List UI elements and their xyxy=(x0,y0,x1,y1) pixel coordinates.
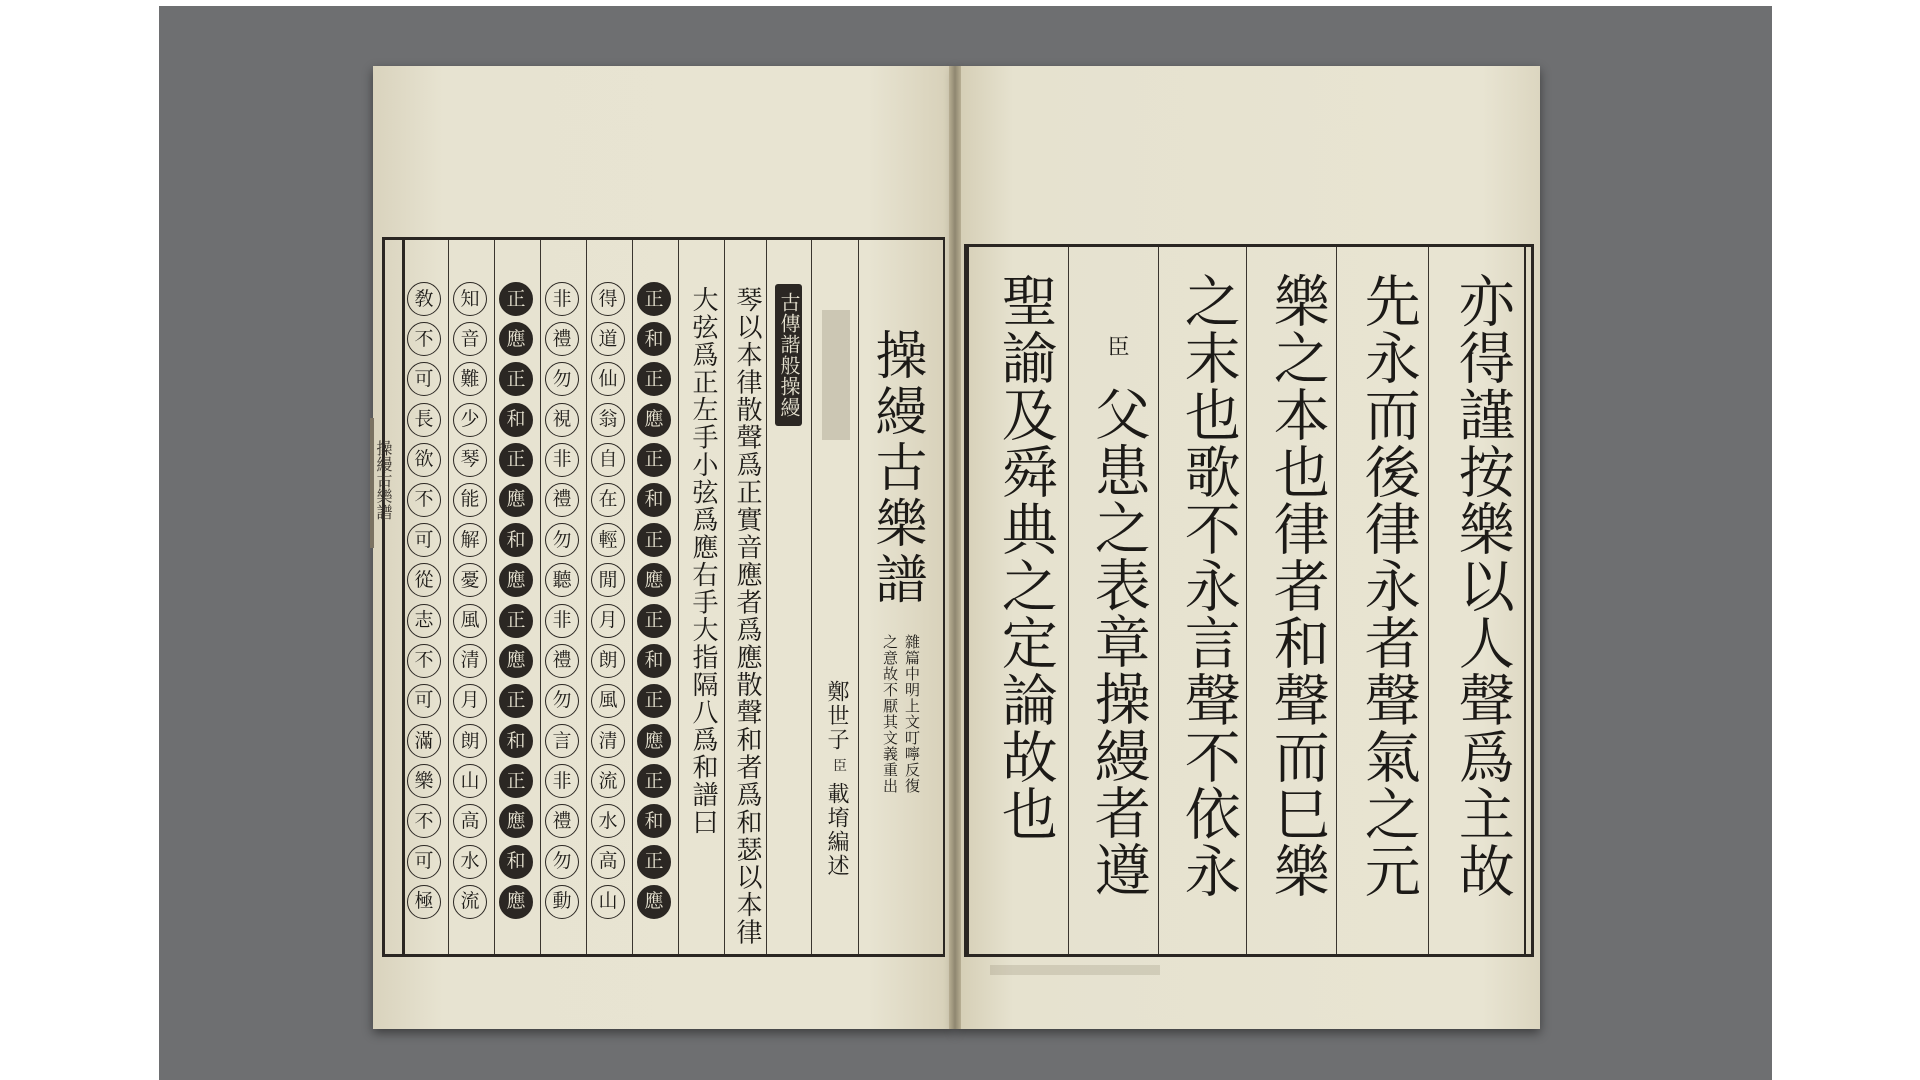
circled-character: 可 xyxy=(407,362,441,396)
circled-character: 朗 xyxy=(453,724,487,758)
minister-mark: 臣 xyxy=(1104,335,1129,357)
circled-character: 非 xyxy=(545,604,579,638)
circled-character: 聽 xyxy=(545,563,579,597)
circled-character: 可 xyxy=(407,845,441,879)
circled-character: 清 xyxy=(591,724,625,758)
circled-character: 不 xyxy=(407,804,441,838)
circled-character: 正 xyxy=(637,604,671,638)
circled-character: 風 xyxy=(453,604,487,638)
author-name: 鄭世子 xyxy=(824,680,849,752)
circled-character: 正 xyxy=(637,443,671,477)
circled-character: 可 xyxy=(407,684,441,718)
circled-character: 琴 xyxy=(453,443,487,477)
circled-character: 正 xyxy=(499,443,533,477)
circled-character: 山 xyxy=(591,885,625,919)
text-column-3: 樂之本也律者和聲而巳樂 xyxy=(1264,272,1330,899)
column-rule xyxy=(858,240,859,954)
circled-character: 樂 xyxy=(407,764,441,798)
circled-character: 得 xyxy=(591,282,625,316)
circled-character: 在 xyxy=(591,483,625,517)
column-rule xyxy=(1158,247,1159,954)
circled-character: 水 xyxy=(591,804,625,838)
circled-character: 和 xyxy=(499,403,533,437)
circled-character: 閒 xyxy=(591,563,625,597)
text-column-6: 聖諭及舜典之定論故也 xyxy=(992,272,1058,842)
circled-character: 解 xyxy=(453,523,487,557)
circled-character: 清 xyxy=(453,644,487,678)
circled-character: 正 xyxy=(499,764,533,798)
circled-character: 應 xyxy=(499,644,533,678)
circled-character: 難 xyxy=(453,362,487,396)
column-rule xyxy=(724,240,725,954)
circled-character: 視 xyxy=(545,403,579,437)
column-rule xyxy=(1336,247,1337,954)
circled-character: 道 xyxy=(591,322,625,356)
circled-character: 禮 xyxy=(545,483,579,517)
circled-character: 山 xyxy=(453,764,487,798)
circled-character: 正 xyxy=(637,362,671,396)
column-rule xyxy=(448,240,449,954)
circled-character: 應 xyxy=(637,885,671,919)
small-note-2: 之意故不厭其文義重出 xyxy=(881,634,899,794)
circled-character: 正 xyxy=(637,523,671,557)
circled-character: 非 xyxy=(545,764,579,798)
column-rule xyxy=(1246,247,1247,954)
circled-character: 動 xyxy=(545,885,579,919)
circled-character: 月 xyxy=(591,604,625,638)
circled-character: 應 xyxy=(499,885,533,919)
circled-character: 和 xyxy=(637,322,671,356)
column-rule xyxy=(1428,247,1429,954)
column-rule xyxy=(1068,247,1069,954)
seal-stamp xyxy=(822,310,850,440)
circled-character: 憂 xyxy=(453,563,487,597)
circle-column-5 xyxy=(453,282,487,925)
circled-character: 不 xyxy=(407,322,441,356)
circled-character: 正 xyxy=(637,764,671,798)
left-margin-rule xyxy=(402,240,405,954)
author-rest: 載堉編述 xyxy=(824,782,849,878)
circle-column-4 xyxy=(499,282,533,925)
faint-marks xyxy=(990,965,1160,975)
circled-character: 長 xyxy=(407,403,441,437)
circled-character: 翁 xyxy=(591,403,625,437)
circled-character: 滿 xyxy=(407,724,441,758)
author-subject-mark: 臣 xyxy=(831,758,847,772)
circled-character: 和 xyxy=(499,724,533,758)
circled-character: 應 xyxy=(499,804,533,838)
circled-character: 自 xyxy=(591,443,625,477)
circled-character: 月 xyxy=(453,684,487,718)
column-rule xyxy=(586,240,587,954)
circled-character: 正 xyxy=(499,684,533,718)
circled-character: 勿 xyxy=(545,684,579,718)
circled-character: 不 xyxy=(407,644,441,678)
circled-character: 正 xyxy=(499,362,533,396)
circled-character: 能 xyxy=(453,483,487,517)
circled-character: 應 xyxy=(637,403,671,437)
circled-character: 和 xyxy=(499,845,533,879)
circle-column-2 xyxy=(591,282,625,925)
circled-character: 正 xyxy=(499,282,533,316)
text-column-1: 亦得謹按樂以人聲爲主故 xyxy=(1449,272,1515,899)
circled-character: 從 xyxy=(407,563,441,597)
circled-character: 非 xyxy=(545,282,579,316)
circled-character: 可 xyxy=(407,523,441,557)
circled-character: 禮 xyxy=(545,644,579,678)
circled-character: 勿 xyxy=(545,845,579,879)
circled-character: 仙 xyxy=(591,362,625,396)
circled-character: 應 xyxy=(637,724,671,758)
text-column-2: 先永而後律永者聲氣之元 xyxy=(1355,272,1421,899)
circled-character: 和 xyxy=(637,804,671,838)
circled-character: 極 xyxy=(407,885,441,919)
circled-character: 正 xyxy=(637,282,671,316)
circled-character: 禮 xyxy=(545,322,579,356)
circled-character: 風 xyxy=(591,684,625,718)
column-rule xyxy=(494,240,495,954)
column-rule xyxy=(811,240,812,954)
circled-character: 音 xyxy=(453,322,487,356)
circled-character: 流 xyxy=(591,764,625,798)
circled-character: 和 xyxy=(637,483,671,517)
margin-label: 操縵古樂譜 xyxy=(374,440,393,520)
circled-character: 知 xyxy=(453,282,487,316)
circled-character: 勿 xyxy=(545,523,579,557)
right-margin-rule xyxy=(1524,247,1526,954)
circled-character: 勿 xyxy=(545,362,579,396)
circled-character: 不 xyxy=(407,483,441,517)
circle-column-3 xyxy=(545,282,579,925)
circled-character: 敎 xyxy=(407,282,441,316)
circled-character: 少 xyxy=(453,403,487,437)
circled-character: 應 xyxy=(499,483,533,517)
circled-character: 朗 xyxy=(591,644,625,678)
column-rule xyxy=(678,240,679,954)
column-rule xyxy=(540,240,541,954)
circled-character: 欲 xyxy=(407,443,441,477)
circled-character: 正 xyxy=(637,845,671,879)
category-label: 古傳諧般操縵 xyxy=(775,284,802,426)
circled-character: 正 xyxy=(637,684,671,718)
text-column-5: 父患之表章操縵者遵 xyxy=(1085,385,1151,898)
circled-character: 非 xyxy=(545,443,579,477)
circled-character: 水 xyxy=(453,845,487,879)
circled-character: 正 xyxy=(499,604,533,638)
intro-line-1: 琴以本律散聲爲正實音應者爲應散聲和者爲和瑟以本律 xyxy=(732,286,762,946)
circled-character: 高 xyxy=(591,845,625,879)
page-title: 操縵古樂譜 xyxy=(866,328,926,608)
book-gutter xyxy=(949,66,961,1029)
circled-character: 言 xyxy=(545,724,579,758)
circled-character: 輕 xyxy=(591,523,625,557)
circle-column-1 xyxy=(637,282,671,925)
circled-character: 應 xyxy=(637,563,671,597)
circled-character: 禮 xyxy=(545,804,579,838)
text-column-4: 之末也歌不永言聲不依永 xyxy=(1175,272,1241,899)
circled-character: 志 xyxy=(407,604,441,638)
small-note-1: 雜篇中明上文叮嚀反復 xyxy=(903,634,921,794)
intro-line-2: 大弦爲正左手小弦爲應右手大指隔八爲和譜曰 xyxy=(688,286,718,836)
circled-character: 和 xyxy=(499,523,533,557)
circle-column-6 xyxy=(407,282,441,925)
column-rule xyxy=(632,240,633,954)
column-rule xyxy=(766,240,767,954)
circled-character: 應 xyxy=(499,322,533,356)
circled-character: 高 xyxy=(453,804,487,838)
circled-character: 應 xyxy=(499,563,533,597)
circled-character: 和 xyxy=(637,644,671,678)
circled-character: 流 xyxy=(453,885,487,919)
